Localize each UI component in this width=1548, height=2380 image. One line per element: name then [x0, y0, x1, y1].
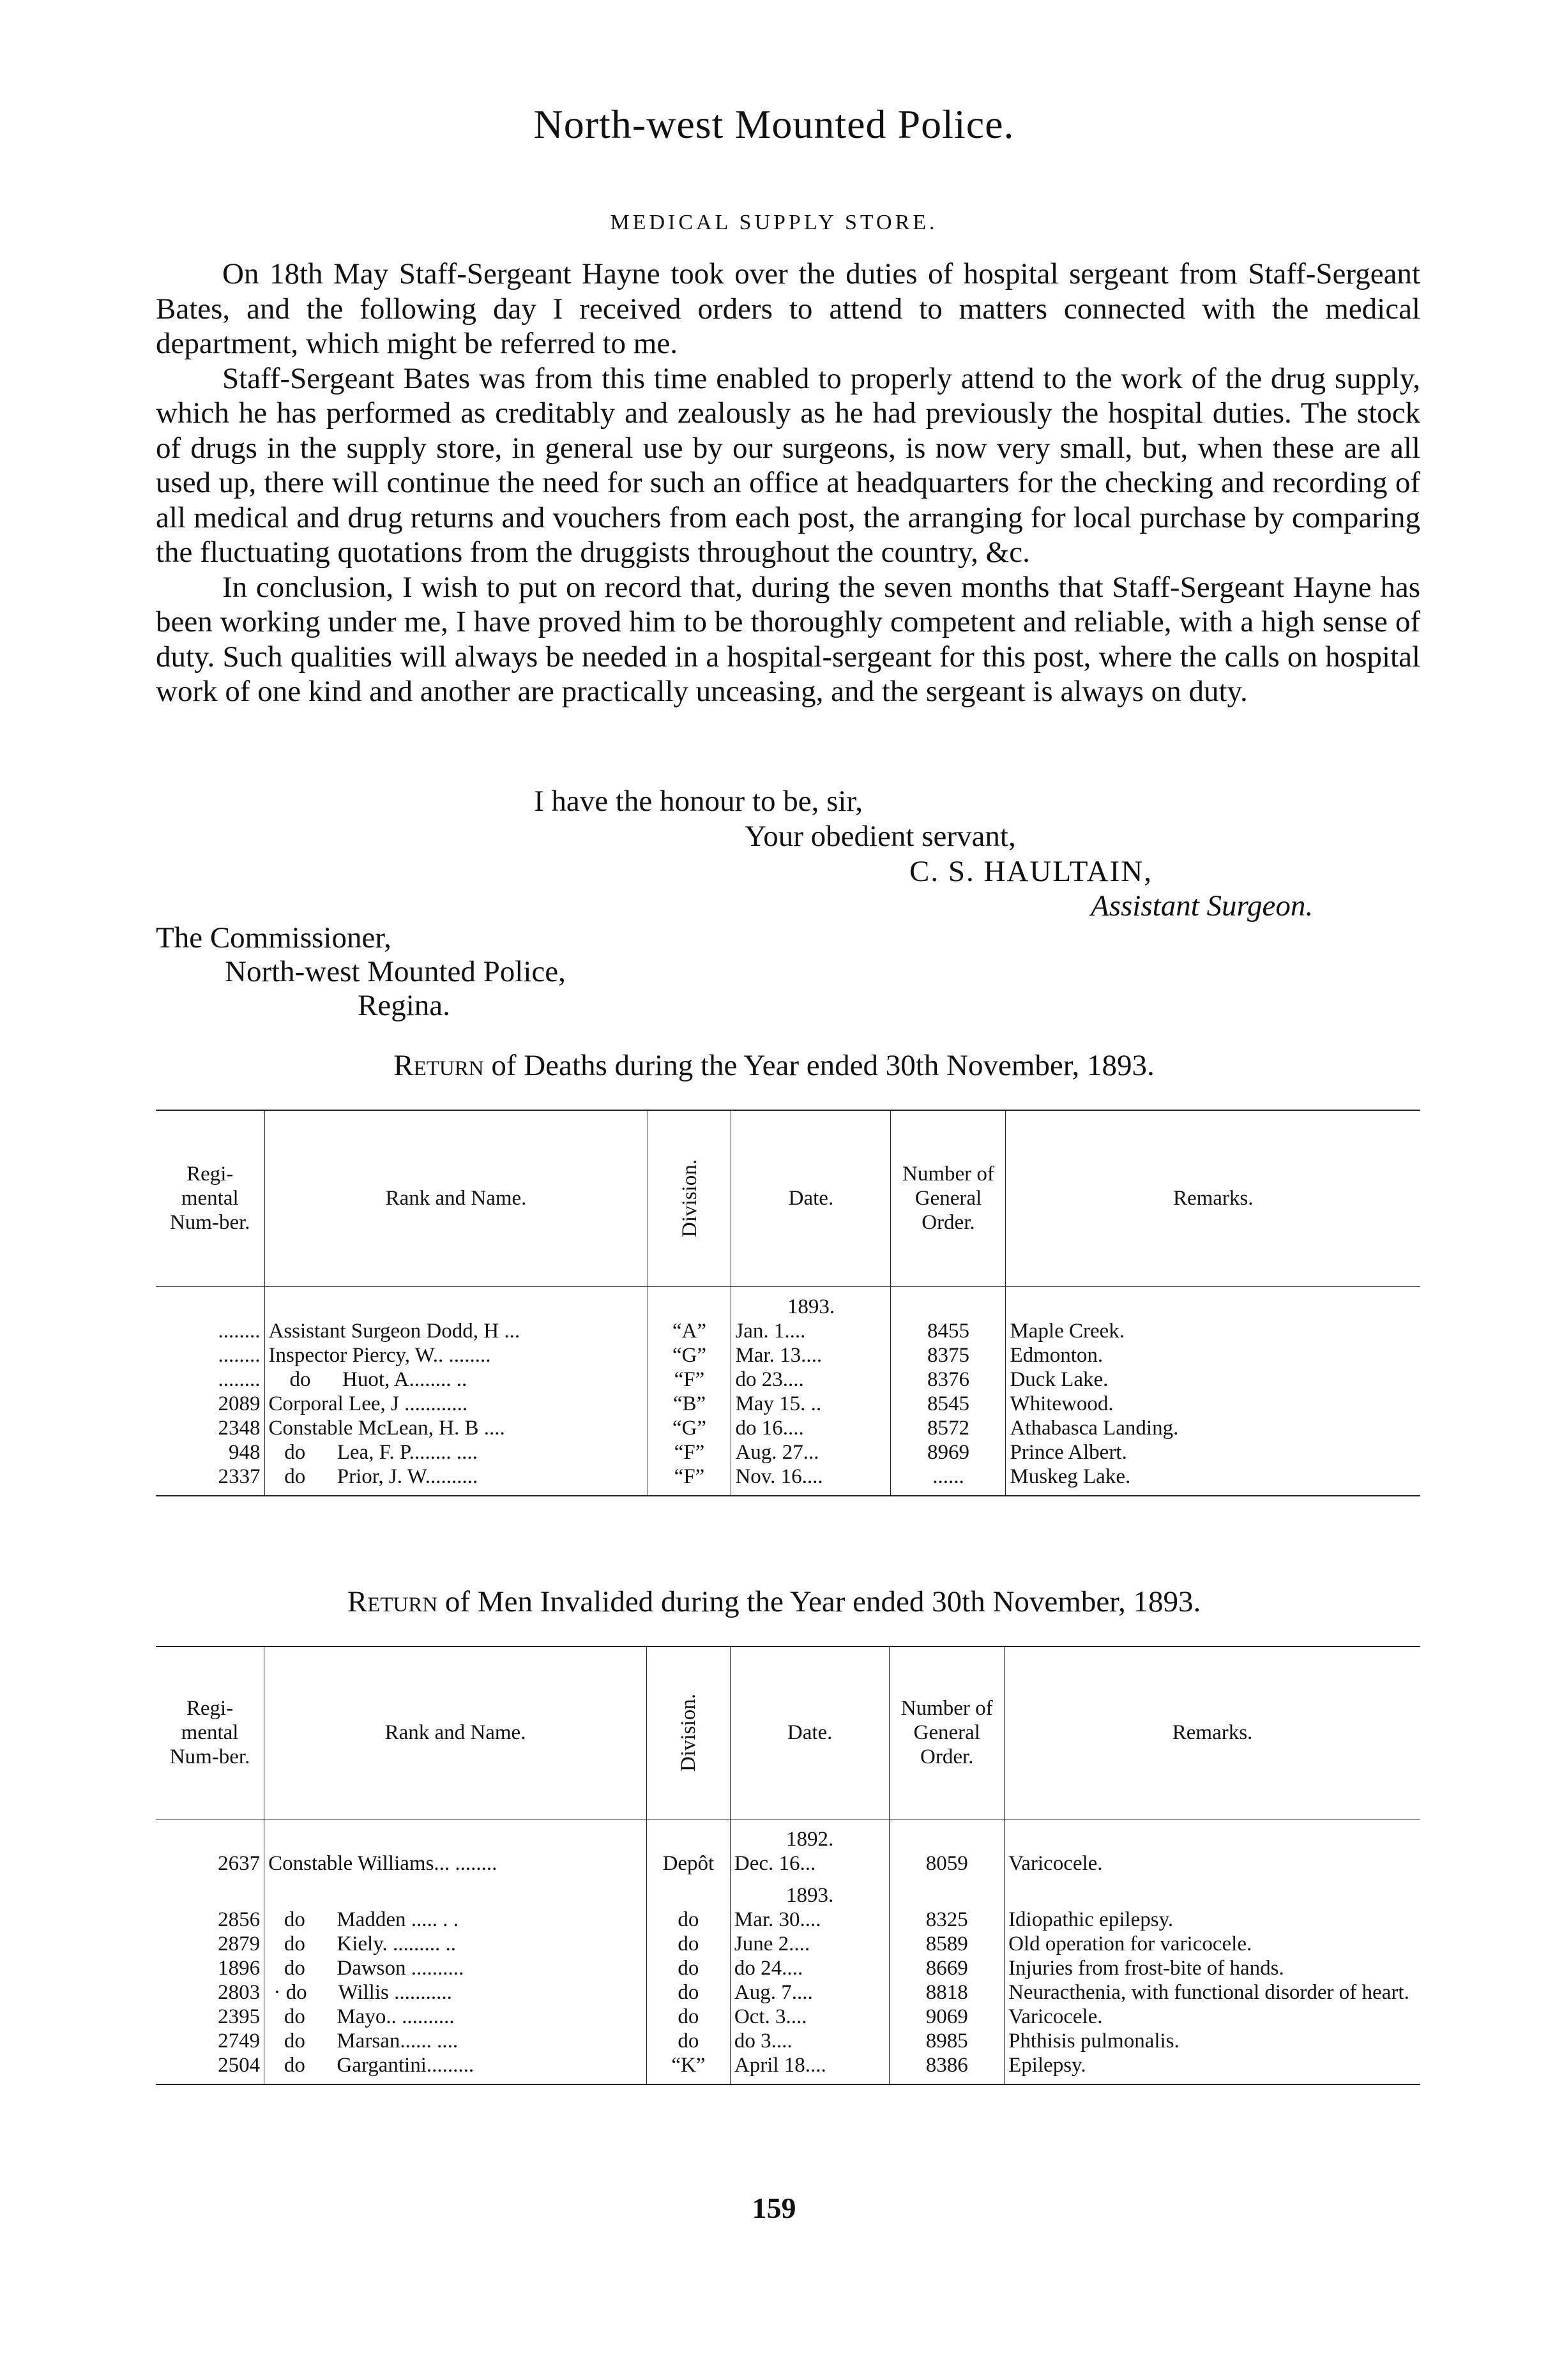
signature-title: Assistant Surgeon.	[1091, 889, 1314, 923]
title-lead: Return	[393, 1049, 484, 1082]
cell-division: do	[646, 1908, 730, 1932]
page-number: 159	[752, 2192, 796, 2224]
cell-order: 8969	[891, 1440, 1006, 1465]
cell-division: do	[646, 2029, 730, 2053]
year-label: 1892.	[730, 1819, 890, 1851]
cell-rank: do Lea, F. P........ ....	[264, 1440, 648, 1465]
cell-division: do	[646, 1980, 730, 2005]
cell-order: 8325	[890, 1908, 1005, 1932]
cell-date: Jan. 1....	[731, 1319, 891, 1343]
cell-reg: 2089	[218, 1392, 261, 1415]
header-rank: Rank and Name.	[264, 1646, 647, 1819]
addressee-line: North-west Mounted Police,	[225, 955, 566, 988]
cell-division: do	[646, 1932, 730, 1956]
year-label: 1893.	[730, 1876, 890, 1908]
page-title: North-west Mounted Police.	[533, 102, 1015, 147]
table-row	[156, 1319, 1420, 1343]
cell-reg: ........	[218, 1319, 261, 1343]
cell-order: 8589	[890, 1932, 1005, 1956]
year-label: 1893.	[731, 1286, 891, 1319]
invalided-table-title	[0, 1585, 1548, 1619]
cell-remarks: Whitewood.	[1006, 1392, 1420, 1416]
table-row	[156, 1440, 1420, 1465]
addressee-line: The Commissioner,	[156, 921, 391, 954]
cell-remarks: Injuries from frost-bite of hands.	[1005, 1956, 1420, 1980]
cell-reg: 948	[229, 1440, 261, 1464]
paragraph: On 18th May Staff-Sergeant Hayne took over the duties of hospital sergeant from Staff-Sergeant Bates, and the following day I received orders to attend to matters connected with the medical department, which might be referred to me.	[156, 257, 1420, 360]
cell-division: “G”	[648, 1416, 731, 1440]
cell-division: “K”	[646, 2053, 730, 2084]
cell-remarks: Varicocele.	[1005, 1851, 1420, 1876]
cell-date: June 2....	[730, 1932, 890, 1956]
cell-reg: ........	[218, 1367, 261, 1391]
cell-reg: 2348	[218, 1416, 261, 1440]
cell-date: April 18....	[730, 2053, 890, 2084]
title-rest: of Men Invalided during the Year ended 30th November, 1893.	[437, 1585, 1201, 1618]
header-remarks: Remarks.	[1005, 1646, 1420, 1819]
cell-division: Depôt	[646, 1851, 730, 1876]
cell-remarks: Athabasca Landing.	[1006, 1416, 1420, 1440]
cell-reg: ........	[218, 1343, 261, 1367]
cell-reg: 2879	[218, 1932, 261, 1955]
letter-body	[156, 257, 1420, 709]
header-division-text: Division.	[678, 1159, 701, 1238]
cell-division: “B”	[648, 1392, 731, 1416]
cell-remarks: Edmonton.	[1006, 1343, 1420, 1367]
header-rank: Rank and Name.	[264, 1110, 648, 1286]
table-row	[156, 1932, 1420, 1956]
cell-rank: Corporal Lee, J ............	[264, 1392, 648, 1416]
cell-division: “G”	[648, 1343, 731, 1367]
table-row	[156, 1343, 1420, 1367]
table-row	[156, 1367, 1420, 1392]
invalided-table	[156, 1646, 1420, 2085]
cell-rank: do Prior, J. W..........	[264, 1465, 648, 1496]
header-date: Date.	[730, 1646, 890, 1819]
header-division	[646, 1646, 730, 1819]
cell-remarks: Old operation for varicocele.	[1005, 1932, 1420, 1956]
cell-remarks: Duck Lake.	[1006, 1367, 1420, 1392]
cell-order: 8818	[890, 1980, 1005, 2005]
cell-date: Mar. 30....	[730, 1908, 890, 1932]
cell-order: 8376	[891, 1367, 1006, 1392]
header-division	[648, 1110, 731, 1286]
header-date: Date.	[731, 1110, 891, 1286]
header-reg: Regi-mental Num-ber.	[156, 1110, 264, 1286]
cell-reg: 2749	[218, 2029, 261, 2052]
header-division-text: Division.	[676, 1694, 700, 1772]
cell-rank: do Kiely. ......... ..	[264, 1932, 647, 1956]
header-remarks: Remarks.	[1006, 1110, 1420, 1286]
section-heading: MEDICAL SUPPLY STORE.	[610, 211, 938, 234]
cell-division: “A”	[648, 1319, 731, 1343]
cell-date: Mar. 13....	[731, 1343, 891, 1367]
cell-order: 8985	[890, 2029, 1005, 2053]
table-row	[156, 1908, 1420, 1932]
cell-reg: 1896	[218, 1956, 261, 1980]
cell-rank: do Marsan...... ....	[264, 2029, 647, 2053]
cell-reg: 2637	[218, 1851, 261, 1875]
header-order: Number of General Order.	[891, 1110, 1006, 1286]
cell-rank: Assistant Surgeon Dodd, H ...	[264, 1319, 648, 1343]
cell-remarks: Idiopathic epilepsy.	[1005, 1908, 1420, 1932]
title-lead: Return	[347, 1585, 438, 1618]
cell-division: do	[646, 2005, 730, 2029]
cell-division: do	[646, 1956, 730, 1980]
cell-division: “F”	[648, 1440, 731, 1465]
cell-remarks: Maple Creek.	[1006, 1319, 1420, 1343]
cell-remarks: Varicocele.	[1005, 2005, 1420, 2029]
cell-date: do 24....	[730, 1956, 890, 1980]
table-row	[156, 2053, 1420, 2084]
header-order: Number of General Order.	[890, 1646, 1005, 1819]
cell-order: 8375	[891, 1343, 1006, 1367]
cell-rank: Inspector Piercy, W.. ........	[264, 1343, 648, 1367]
cell-reg: 2395	[218, 2005, 261, 2028]
signature: C. S. HAULTAIN,	[909, 855, 1153, 888]
paragraph: Staff-Sergeant Bates was from this time enabled to properly attend to the work of the drug supply, which he has performed as creditably and zealously as he had previously the hospital duties. The stock of drugs in the supply store, in general use by our surgeons, is now very small, but, when these are all used up, there will continue the need for such an office at headquarters for the checking and recording of all medical and drug returns and vouchers from each post, the arranging for local purchase by comparing the fluctuating quotations from the druggists throughout the country, &c.	[156, 361, 1420, 569]
cell-date: Aug. 27...	[731, 1440, 891, 1465]
title-rest: of Deaths during the Year ended 30th November, 1893.	[483, 1049, 1155, 1082]
table-row	[156, 1392, 1420, 1416]
table-row	[156, 1851, 1420, 1876]
cell-reg: 2803	[218, 1980, 261, 2004]
cell-remarks: Epilepsy.	[1005, 2053, 1420, 2084]
cell-date: May 15. ..	[731, 1392, 891, 1416]
cell-rank: do Mayo.. ..........	[264, 2005, 647, 2029]
cell-rank: do Dawson ..........	[264, 1956, 647, 1980]
table-row	[156, 1980, 1420, 2005]
deaths-table	[156, 1110, 1420, 1496]
addressee-line: Regina.	[358, 989, 450, 1022]
table-row	[156, 1956, 1420, 1980]
cell-order: 8572	[891, 1416, 1006, 1440]
cell-date: do 3....	[730, 2029, 890, 2053]
cell-order: 8455	[891, 1319, 1006, 1343]
cell-rank: Constable McLean, H. B ....	[264, 1416, 648, 1440]
cell-rank: do Huot, A........ ..	[264, 1367, 648, 1392]
deaths-table-title	[0, 1048, 1548, 1083]
cell-date: do 23....	[731, 1367, 891, 1392]
cell-remarks: Prince Albert.	[1006, 1440, 1420, 1465]
cell-rank: do Gargantini.........	[264, 2053, 647, 2084]
table-row	[156, 1465, 1420, 1496]
cell-rank: do Madden ..... . .	[264, 1908, 647, 1932]
cell-order: 8669	[890, 1956, 1005, 1980]
cell-order: ......	[891, 1465, 1006, 1496]
table-row	[156, 2029, 1420, 2053]
cell-order: 8545	[891, 1392, 1006, 1416]
cell-order: 9069	[890, 2005, 1005, 2029]
cell-date: Aug. 7....	[730, 1980, 890, 2005]
table-row	[156, 1416, 1420, 1440]
cell-remarks: Neuracthenia, with functional disorder of heart.	[1005, 1980, 1420, 2005]
cell-rank: Constable Williams... ........	[264, 1851, 647, 1876]
cell-order: 8386	[890, 2053, 1005, 2084]
cell-reg: 2337	[156, 1465, 264, 1496]
cell-rank: · do Willis ...........	[264, 1980, 647, 2005]
table-row	[156, 2005, 1420, 2029]
cell-reg: 2856	[218, 1908, 261, 1931]
cell-division: “F”	[648, 1465, 731, 1496]
cell-division: “F”	[648, 1367, 731, 1392]
cell-date: do 16....	[731, 1416, 891, 1440]
paragraph: In conclusion, I wish to put on record that, during the seven months that Staff-Sergeant Hayne has been working under me, I have proved him to be thoroughly competent and reliable, with a high sense of duty. Such qualities will always be needed in a hospital-sergeant for this post, where the calls on hospital work of one kind and another are practically unceasing, and the sergeant is always on duty.	[156, 570, 1420, 708]
cell-date: Nov. 16....	[731, 1465, 891, 1496]
closing-honour: I have the honour to be, sir,	[534, 785, 863, 818]
cell-date: Oct. 3....	[730, 2005, 890, 2029]
closing-obedient: Your obedient servant,	[745, 820, 1016, 853]
header-reg: Regi-mental Num-ber.	[156, 1646, 264, 1819]
cell-order: 8059	[890, 1851, 1005, 1876]
cell-date: Dec. 16...	[730, 1851, 890, 1876]
cell-reg: 2504	[156, 2053, 264, 2084]
cell-remarks: Muskeg Lake.	[1006, 1465, 1420, 1496]
cell-remarks: Phthisis pulmonalis.	[1005, 2029, 1420, 2053]
